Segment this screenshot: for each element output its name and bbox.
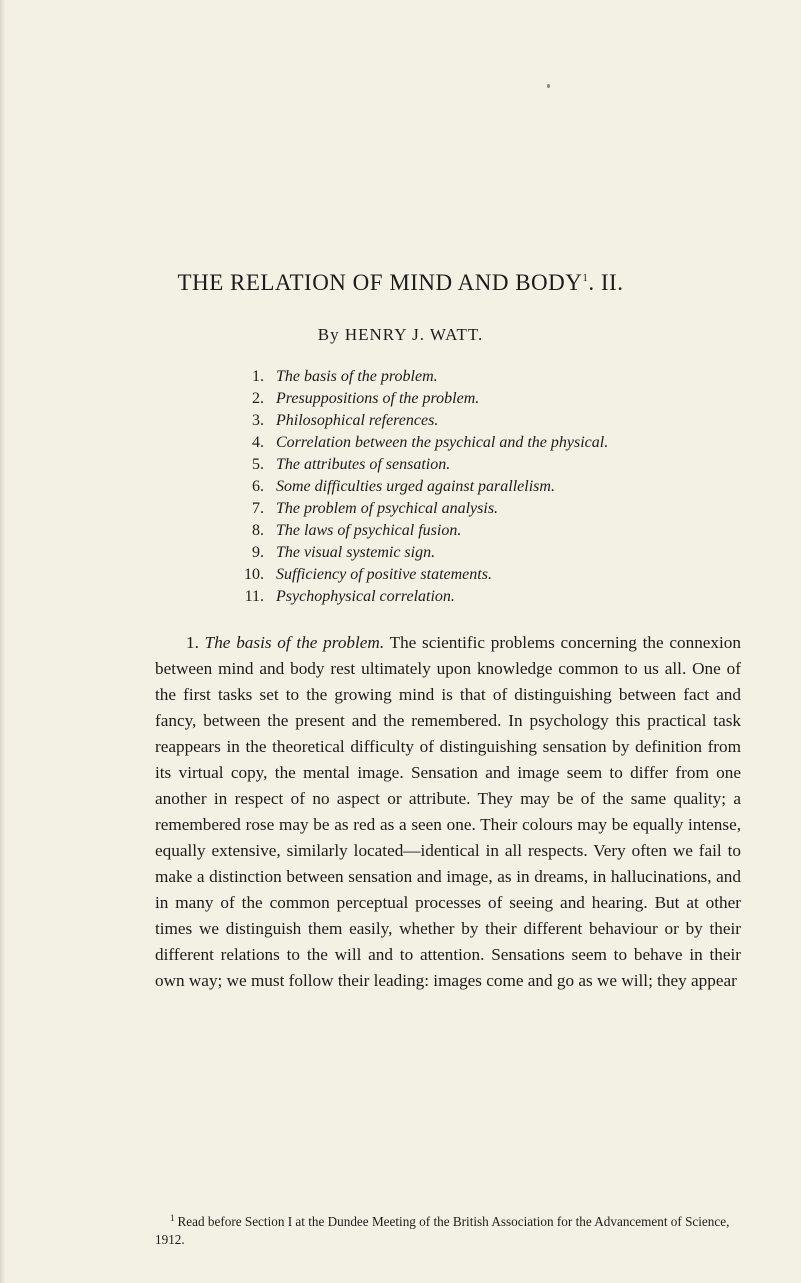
paper-speck [547,84,550,88]
contents-title: Correlation between the psychical and the physical. [276,434,609,451]
contents-number: 7. [252,500,264,517]
contents-title: Some difficulties urged against parallelism. [276,478,555,495]
contents-number: 6. [252,478,264,495]
footnote-text: Read before Section I at the Dundee Meeting of the British Association for the Advancement of Science, 1912. [155,1214,730,1247]
article-title [0,270,801,296]
page-edge-shadow [0,0,5,1283]
contents-number: 5. [252,456,264,473]
footnote-mark: 1 [170,1213,175,1223]
contents-title: The laws of psychical fusion. [276,522,462,539]
contents-title: The problem of psychical analysis. [276,500,499,517]
byline-prefix: By [317,325,340,344]
article-title-text: THE RELATION OF MIND AND BODY [177,270,583,295]
section-1-text: The scientific problems concerning the connexion between mind and body rest ultimately upon knowledge common to us all. One of the first tasks set to the growing mind is that of distinguishing between fact and fancy, between the present and the remembered. In psychology this practical task reappears in the theoretical difficulty of distinguishing sensation by definition from its virtual copy, the mental image. Sensation and image seem to differ from one another in respect of no aspect or attribute. They may be of the same quality; a remembered rose may be as red as a seen one. Their colours may be equally intense, equally extensive, similarly located—identical in all respects. Very often we fail to make a distinction between sensation and image, as in dreams, in hallucinations, and in many of the common perceptual processes of seeing and hearing. But at other times we distinguish them easily, whether by their different behaviour or by their different relations to the will and to attention. Sensations seem to behave in their own way; we must follow their leading: images come and go as we will; they appear [155,633,741,990]
contents-number: 1. [252,368,264,385]
contents-number: 2. [252,390,264,407]
byline [0,325,801,345]
contents-number: 4. [252,434,264,451]
contents-number: 11. [244,588,264,605]
contents-number: 8. [252,522,264,539]
contents-title: Sufficiency of positive statements. [276,566,492,583]
contents-title: Philosophical references. [276,412,439,429]
contents-title: The basis of the problem. [276,368,438,385]
section-1-number: 1. [186,633,199,652]
contents-title: Presuppositions of the problem. [276,390,480,407]
contents-title: The visual systemic sign. [276,544,436,561]
contents-number: 9. [252,544,264,561]
footnote [155,1209,745,1249]
section-1-heading: The basis of the problem. [204,633,385,652]
article-title-part: . II. [588,270,624,295]
contents-number: 3. [252,412,264,429]
title-footnote-mark: 1 [582,272,589,284]
section-1-paragraph [155,630,741,994]
contents-title: Psychophysical correlation. [276,588,455,605]
contents-title: The attributes of sensation. [276,456,451,473]
author-name: HENRY J. WATT. [344,325,484,344]
contents-number: 10. [244,566,264,583]
